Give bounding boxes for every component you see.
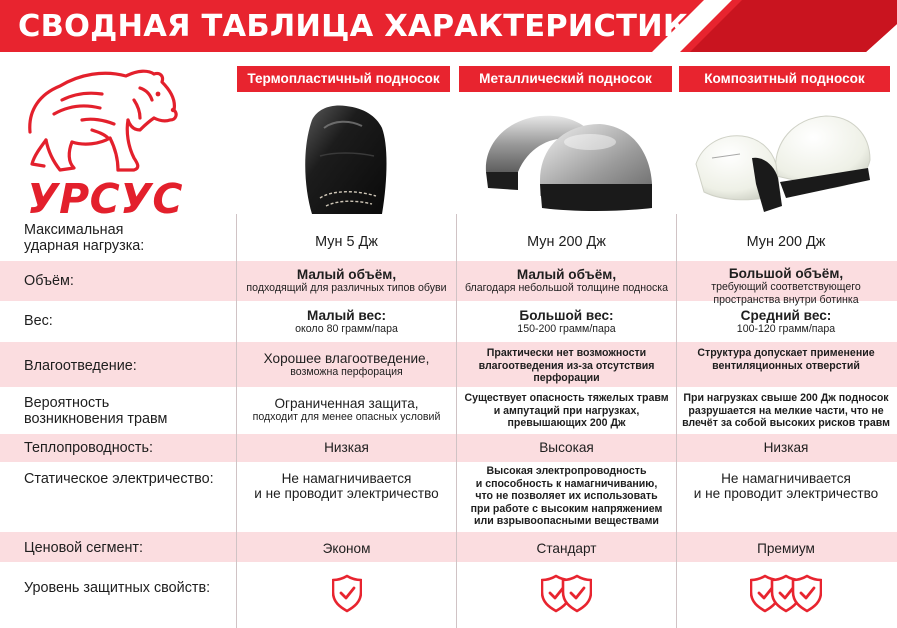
row-label-injury (24, 395, 167, 427)
volume-composite (677, 266, 895, 306)
metal-toe-cap-image (478, 98, 658, 214)
cell-text: пространства внутри ботинка (713, 293, 859, 306)
row-label-price: Ценовой сегмент: (24, 540, 144, 556)
cell-text: и способность к намагничиванию, (475, 477, 658, 490)
weight-thermoplastic (237, 308, 456, 336)
cell-text: Высокая электропроводность (486, 465, 647, 477)
title-banner (0, 0, 897, 52)
cell-text: разрушается на мелкие части, что не (688, 404, 884, 417)
row-label-weight: Вес: (24, 313, 53, 329)
cell-text: Хорошее влагоотведение, (263, 351, 430, 366)
cell-text: Существует опасность тяжелых травм (464, 392, 669, 404)
injury-metal (457, 392, 676, 430)
cell-text: благодаря небольшой толщине подноска (464, 282, 669, 294)
moisture-thermoplastic (237, 351, 456, 379)
shield-group (332, 573, 362, 613)
cell-text: и ампутаций при нагрузках, (493, 404, 640, 417)
impact-composite: Мун 200 Дж (746, 234, 826, 250)
protection-composite (677, 573, 895, 613)
cell-text: влечёт за собой высоких рисков травм (682, 417, 890, 429)
injury-thermoplastic (237, 396, 456, 424)
volume-metal (457, 267, 676, 295)
cell-text: при работе с высоким напряжением (470, 502, 663, 515)
injury-composite (677, 392, 895, 430)
cell-text: Не намагничивается (721, 471, 851, 486)
price-thermoplastic: Эконом (322, 541, 371, 556)
thermal-metal: Высокая (539, 440, 594, 455)
shield-group (750, 573, 822, 613)
thermal-composite: Низкая (763, 440, 809, 455)
moisture-composite (677, 347, 895, 372)
cell-text: 150-200 грамм/пара (517, 323, 616, 335)
shield-check-icon (563, 576, 591, 611)
cell-text: что не позволяет их использовать (475, 490, 658, 503)
impact-metal: Мун 200 Дж (527, 234, 606, 250)
price-metal: Стандарт (536, 541, 597, 556)
cell-text: превышающих 200 Дж (507, 417, 626, 429)
row-label-moisture: Влагоотведение: (24, 358, 137, 374)
cell-text: Структура допускает применение (697, 347, 875, 359)
row-label-protection: Уровень защитных свойств: (24, 580, 211, 596)
row-label-static: Статическое электричество: (24, 471, 214, 487)
cell-text: Практически нет возможности (486, 347, 647, 359)
row-label-volume: Объём: (24, 273, 74, 289)
weight-metal (457, 308, 676, 336)
static-metal (457, 465, 676, 528)
column-header-composite: Композитный подносок (679, 66, 890, 92)
cell-text: вентиляционных отверстий (712, 359, 860, 372)
weight-composite (677, 308, 895, 336)
cell-bold: Малый объём, (296, 267, 397, 282)
row-label-impact (24, 222, 144, 254)
thermal-thermoplastic: Низкая (324, 440, 369, 455)
impact-thermoplastic: Мун 5 Дж (315, 234, 378, 250)
brand-name: УРСУС (27, 175, 183, 223)
shield-check-icon (333, 576, 361, 611)
cell-text: требующий соответствующего (711, 281, 861, 293)
cell-text: При нагрузках свыше 200 Дж подносок (683, 392, 889, 404)
cell-bold: Средний вес: (740, 308, 832, 323)
cell-bold: Большой вес: (519, 308, 614, 323)
cell-text: Ограниченная защита, (274, 396, 419, 411)
shield-check-icon (793, 576, 821, 611)
row-label-line: Максимальная (24, 222, 124, 238)
cell-text: перфорации (533, 372, 600, 384)
column-header-thermoplastic: Термопластичный подносок (237, 66, 450, 92)
brand-logo (22, 60, 222, 223)
cell-text: и не проводит электричество (693, 486, 879, 501)
cell-text: влагоотведения из-за отсутствия (478, 359, 655, 372)
cell-bold: Большой объём, (728, 266, 844, 281)
cell-text: подходящий для различных типов обуви (246, 282, 447, 294)
cell-text: 100-120 грамм/пара (736, 323, 836, 335)
price-composite: Премиум (757, 541, 815, 556)
moisture-metal (457, 347, 676, 385)
row-label-thermal: Теплопроводность: (24, 440, 153, 456)
cell-bold: Малый объём, (516, 267, 617, 282)
cell-text: Не намагничивается (281, 471, 412, 486)
thermoplastic-boot-image (290, 98, 400, 214)
cell-text: и не проводит электричество (254, 486, 439, 501)
protection-metal (457, 573, 676, 613)
row-label-line: ударная нагрузка: (24, 238, 145, 254)
row-label-line: Вероятность (24, 395, 110, 411)
shield-group (541, 573, 592, 613)
protection-thermoplastic (237, 573, 456, 613)
static-composite (677, 471, 895, 501)
cell-text: возможна перфорация (290, 366, 403, 378)
volume-thermoplastic (237, 267, 456, 295)
page-title: СВОДНАЯ ТАБЛИЦА ХАРАКТЕРИСТИК (18, 9, 688, 44)
cell-bold: Малый вес: (306, 308, 387, 323)
composite-toe-cap-image (690, 98, 880, 214)
row-label-line: возникновения травм (24, 411, 168, 427)
cell-text: подходит для менее опасных условий (252, 411, 441, 423)
static-thermoplastic (237, 471, 456, 501)
cell-text: около 80 грамм/пара (295, 323, 398, 335)
cell-text: или взрывоопасными веществами (474, 515, 659, 528)
bear-icon (22, 60, 182, 175)
column-header-metal: Металлический подносок (459, 66, 672, 92)
